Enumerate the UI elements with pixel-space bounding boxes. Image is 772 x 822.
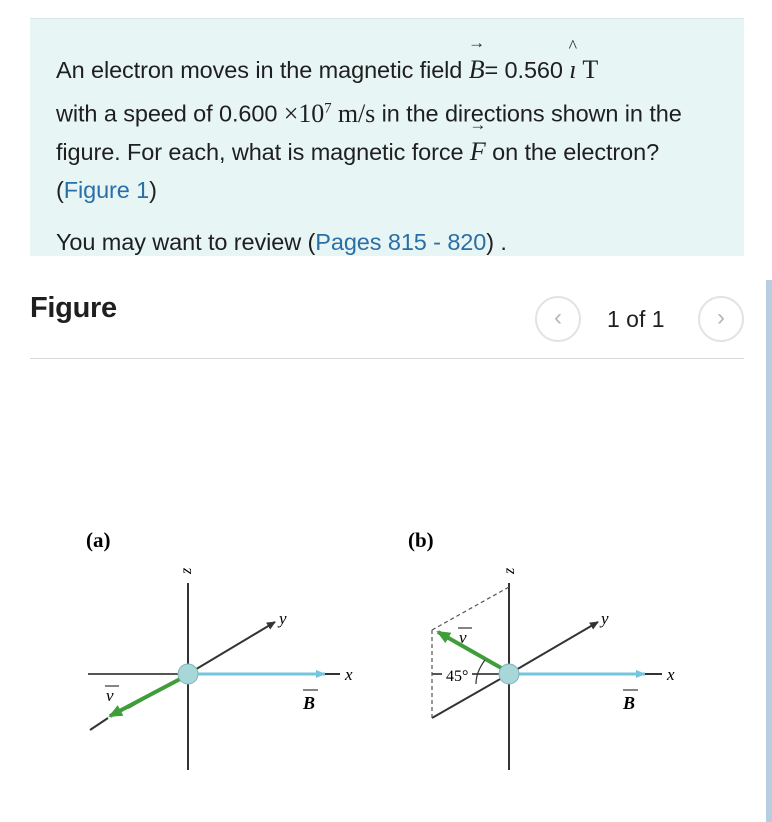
panel-b-angle-arc: [476, 660, 485, 684]
panel-a-b-label: B: [303, 693, 316, 713]
panel-a-y-axis-negative-end: [90, 718, 108, 730]
chevron-right-icon: ›: [717, 304, 725, 331]
panel-b-label: (b): [408, 528, 434, 552]
figure-page-count: 1 of 1: [607, 306, 665, 332]
panel-b-projection-top: [432, 587, 509, 630]
figure-title: Figure: [30, 292, 117, 324]
review-text: You may want to review (Pages 815 - 820) .: [56, 228, 507, 255]
panel-a-z-label: z: [178, 567, 195, 574]
problem-text: An electron moves in the magnetic field → B= 0.560 ^ ı T with a speed of $0.600 \times 10^7$ m/s in the directions shown in the figure. For each, what is magnetic force → F on the electron? (Figure 1): [56, 51, 718, 209]
panel-a-y-label: y: [279, 609, 287, 628]
panel-b-x-label: x: [667, 665, 675, 684]
panel-b-z-label: z: [501, 567, 518, 574]
b-vector-symbol: → B: [469, 51, 485, 89]
panel-a-x-label: x: [345, 665, 353, 684]
panel-a-electron: [178, 664, 198, 684]
panel-b-velocity-arrow: [438, 632, 503, 669]
i-hat-symbol: ^ ı: [569, 51, 576, 89]
panel-a-y-axis: [188, 622, 275, 674]
panel-b-y-axis: [509, 622, 598, 674]
f-vector-symbol: → F: [470, 133, 486, 171]
panel-b-angle-label: 45°: [446, 668, 469, 685]
panel-a-label: (a): [86, 528, 111, 552]
panel-a: [86, 528, 353, 770]
panel-b-y-label: y: [601, 609, 609, 628]
panel-b-electron: [499, 664, 519, 684]
chevron-left-icon: ‹: [554, 304, 562, 331]
panel-b-v-label: v: [459, 628, 467, 647]
review-pages-link[interactable]: Pages 815 - 820: [315, 228, 487, 255]
panel-a-v-label: v: [106, 686, 114, 705]
panel-a-velocity-arrow: [110, 678, 182, 716]
panel-b-b-label: B: [623, 693, 636, 713]
figure-link[interactable]: Figure 1: [63, 176, 150, 203]
panel-b: [408, 528, 675, 770]
